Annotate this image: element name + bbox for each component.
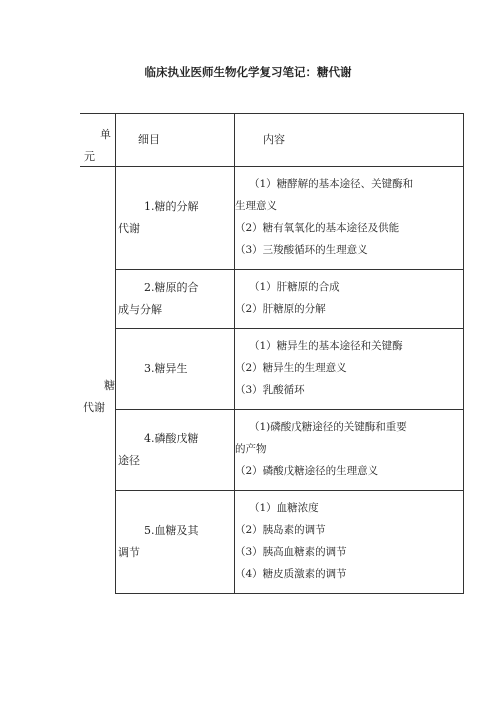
content-line: （2）糖有氧氧化的基本途径及供能 [235,222,400,234]
table-row [80,491,464,594]
item-cell [116,329,235,410]
table-row [80,329,464,410]
content-line: （2）糖异生的生理意义 [235,362,347,374]
unit-label-part2: 代谢 [83,401,105,414]
content-line: （3）乳酸循环 [235,384,305,396]
table-row [80,270,464,329]
header-item-cell [116,114,235,167]
item-cell [116,167,235,270]
content-line: （4）糖皮质激素的调节 [235,568,347,580]
content-line: 的产物 [235,443,267,455]
table-row [80,410,464,491]
content-cell [235,491,464,594]
item-text-line1: 3.糖异生 [144,362,188,375]
content-cell [235,410,464,491]
unit-cell [80,167,116,594]
item-text-line1: 4.磷酸戊糖 [144,432,199,445]
content-cell [235,167,464,270]
item-text-line2: 途径 [118,454,140,467]
content-line: （2）胰岛素的调节 [235,524,326,536]
content-line: （1）肝糖原的合成 [249,281,340,293]
content-line: （1）血糖浓度 [249,502,319,514]
table-row [80,167,464,270]
item-cell [116,491,235,594]
content-line: （1）糖酵解的基本途径、关键酶和 [249,178,414,190]
header-item-label: 细目 [138,133,160,146]
content-line: （2）磷酸戊糖途径的生理意义 [235,465,379,477]
content-cell [235,270,464,329]
content-line: （1）糖异生的基本途径和关键酶 [249,340,403,352]
content-line: （2）肝糖原的分解 [235,303,326,315]
header-unit-label-part1: 单 [100,128,111,141]
header-content-cell [235,114,464,167]
item-text-line1: 1.糖的分解 [144,200,199,213]
item-text-line2: 成与分解 [118,303,162,316]
header-content-label: 内容 [263,133,285,146]
header-unit-label-part2: 元 [84,150,95,163]
page-title: 临床执业医师生物化学复习笔记：糖代谢 [144,65,352,79]
header-unit-cell [80,114,116,167]
unit-label-part1: 糖 [104,379,115,392]
content-line: （3）胰高血糖素的调节 [235,546,347,558]
item-text-line1: 2.糖原的合 [144,281,199,294]
item-text-line1: 5.血糖及其 [144,524,199,537]
item-cell [116,410,235,491]
syllabus-table [80,113,464,594]
item-text-line2: 代谢 [118,222,140,235]
content-cell [235,329,464,410]
content-line: 生理意义 [235,200,277,212]
item-text-line2: 调节 [118,546,140,559]
table-header-row [80,114,464,167]
item-cell [116,270,235,329]
content-line: （3）三羧酸循环的生理意义 [235,244,368,256]
content-line: （1)磷酸戊糖途径的关键酶和重要 [249,421,407,433]
